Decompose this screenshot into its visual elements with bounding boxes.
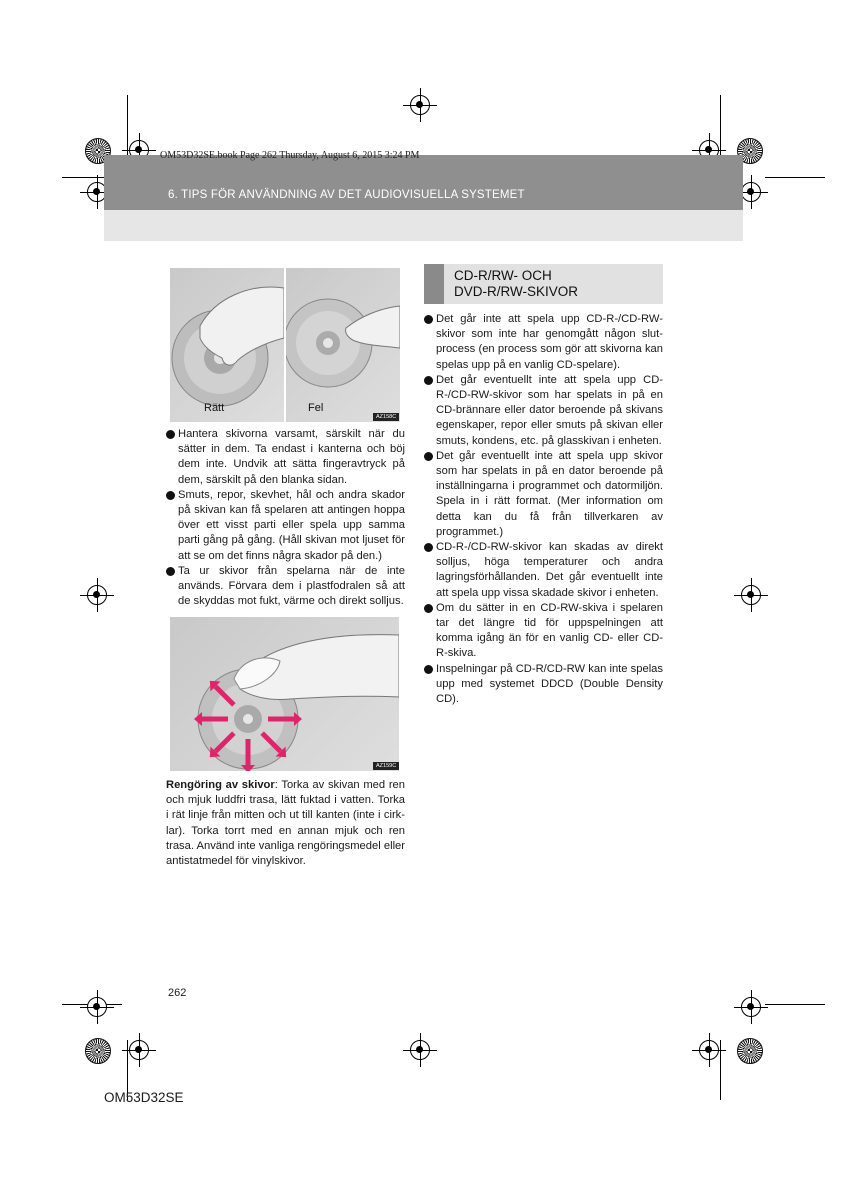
disc-handling-photo-wrong — [286, 268, 400, 422]
registration-mark-icon — [741, 997, 761, 1017]
registration-mark-icon — [741, 585, 761, 605]
starburst-mark-icon — [737, 1038, 763, 1064]
list-item: Det går inte att spela upp CD-R-/CD-RW-skivor som inte har genomgått någon slut-process (en process som gör att skivorna kan spelas upp på en vanlig CD-spelare). — [424, 312, 663, 373]
bullet-icon — [424, 315, 433, 324]
bullet-icon — [166, 430, 175, 439]
bullet-icon — [166, 567, 175, 576]
registration-mark-icon — [410, 95, 430, 115]
chapter-title: 6. TIPS FÖR ANVÄNDNING AV DET AUDIOVISUELLA SYSTEMET — [168, 189, 525, 201]
file-info: OM53D32SE.book Page 262 Thursday, August 6, 2015 3:24 PM — [160, 150, 420, 161]
disc-held-correctly-icon — [170, 268, 284, 422]
list-item: Det går eventuellt inte att spela upp skivor som har spelats in på en dator beroende på inställningarna i programmet och datormiljön. Spela in i rätt format. (Mer information om detta kan du få från tillverkaren av programmet.) — [424, 449, 663, 540]
list-item: Smuts, repor, skevhet, hål och andra skador på skivan kan få spelaren att antingen hoppa över ett visst parti eller spela upp samma parti gång på gång. (Håll skivan mot ljuset för att se om det finns några skador på den.) — [166, 488, 405, 564]
list-item: Hantera skivorna varsamt, särskilt när du sätter in dem. Ta endast i kanterna och böj dem inte. Undvik att sätta fingeravtryck på dem, särskilt på den blanka sidan. — [166, 427, 405, 488]
header-bar — [104, 155, 743, 210]
registration-mark-icon — [87, 997, 107, 1017]
figure-label-right: Rätt — [204, 402, 225, 414]
cleaning-title: Rengöring av skivor — [166, 779, 275, 791]
figure-code: AZ158C — [373, 413, 399, 421]
section-heading-bar — [424, 264, 444, 304]
registration-mark-icon — [699, 1040, 719, 1060]
bullet-icon — [424, 376, 433, 385]
bullet-icon — [424, 543, 433, 552]
disc-handling-photo-right — [170, 268, 284, 422]
figure-label-wrong: Fel — [308, 402, 324, 414]
section-title-line2: DVD-R/RW-SKIVOR — [454, 284, 579, 299]
list-item: Det går eventuellt inte att spela upp CD-R-/CD-RW-skivor som har spelats in på en CD-brännare eller dator beroende på skivans egenskaper, repor eller smuts på skivan eller smuts, kondens, etc. på glasskivan i enheten. — [424, 373, 663, 449]
bullet-icon — [424, 452, 433, 461]
handling-bullet-list — [166, 427, 405, 609]
disc-cleaning-photo — [170, 617, 399, 771]
document-code: OM53D32SE — [104, 1090, 184, 1105]
starburst-mark-icon — [85, 1038, 111, 1064]
section-heading — [424, 264, 663, 304]
bullet-icon — [166, 491, 175, 500]
bullet-icon — [424, 665, 433, 674]
list-item: CD-R-/CD-RW-skivor kan skadas av direkt solljus, höga temperaturer och andra lagringsförhållanden. Det går eventuellt inte att spela upp vissa skadade skivor i enheten. — [424, 540, 663, 601]
list-item: Inspelningar på CD-R/CD-RW kan inte spelas upp med systemet DDCD (Double Density CD). — [424, 662, 663, 708]
disc-cleaning-icon — [170, 617, 399, 771]
registration-mark-icon — [410, 1040, 430, 1060]
list-item: Ta ur skivor från spelarna när de inte används. Förvara dem i plastfodralen så att de skyddas mot fukt, värme och direkt solljus. — [166, 564, 405, 610]
cleaning-text: : Torka av skivan med ren och mjuk luddfri trasa, lätt fuktad i vatten. Torka i rät linje från mitten och ut till kanten (inte i cirk-lar). Torka torrt med en annan mjuk och ren trasa. Använd inte vanliga rengöringsmedel eller antistatmedel för vinylskivor. — [166, 779, 405, 868]
figure-code: AZ159C — [373, 762, 399, 770]
cdr-bullet-list — [424, 312, 663, 707]
list-item: Om du sätter in en CD-RW-skiva i spelaren tar det längre tid för uppspelningen att komma igång än för en vanlig CD- eller CD-R-skiva. — [424, 601, 663, 662]
disc-held-wrong-icon — [286, 268, 400, 422]
bullet-icon — [424, 604, 433, 613]
registration-mark-icon — [741, 182, 761, 202]
registration-mark-icon — [129, 1040, 149, 1060]
section-title-line1: CD-R/RW- OCH — [454, 268, 552, 283]
page-number: 262 — [168, 987, 187, 999]
registration-mark-icon — [87, 585, 107, 605]
cleaning-paragraph — [166, 778, 405, 869]
